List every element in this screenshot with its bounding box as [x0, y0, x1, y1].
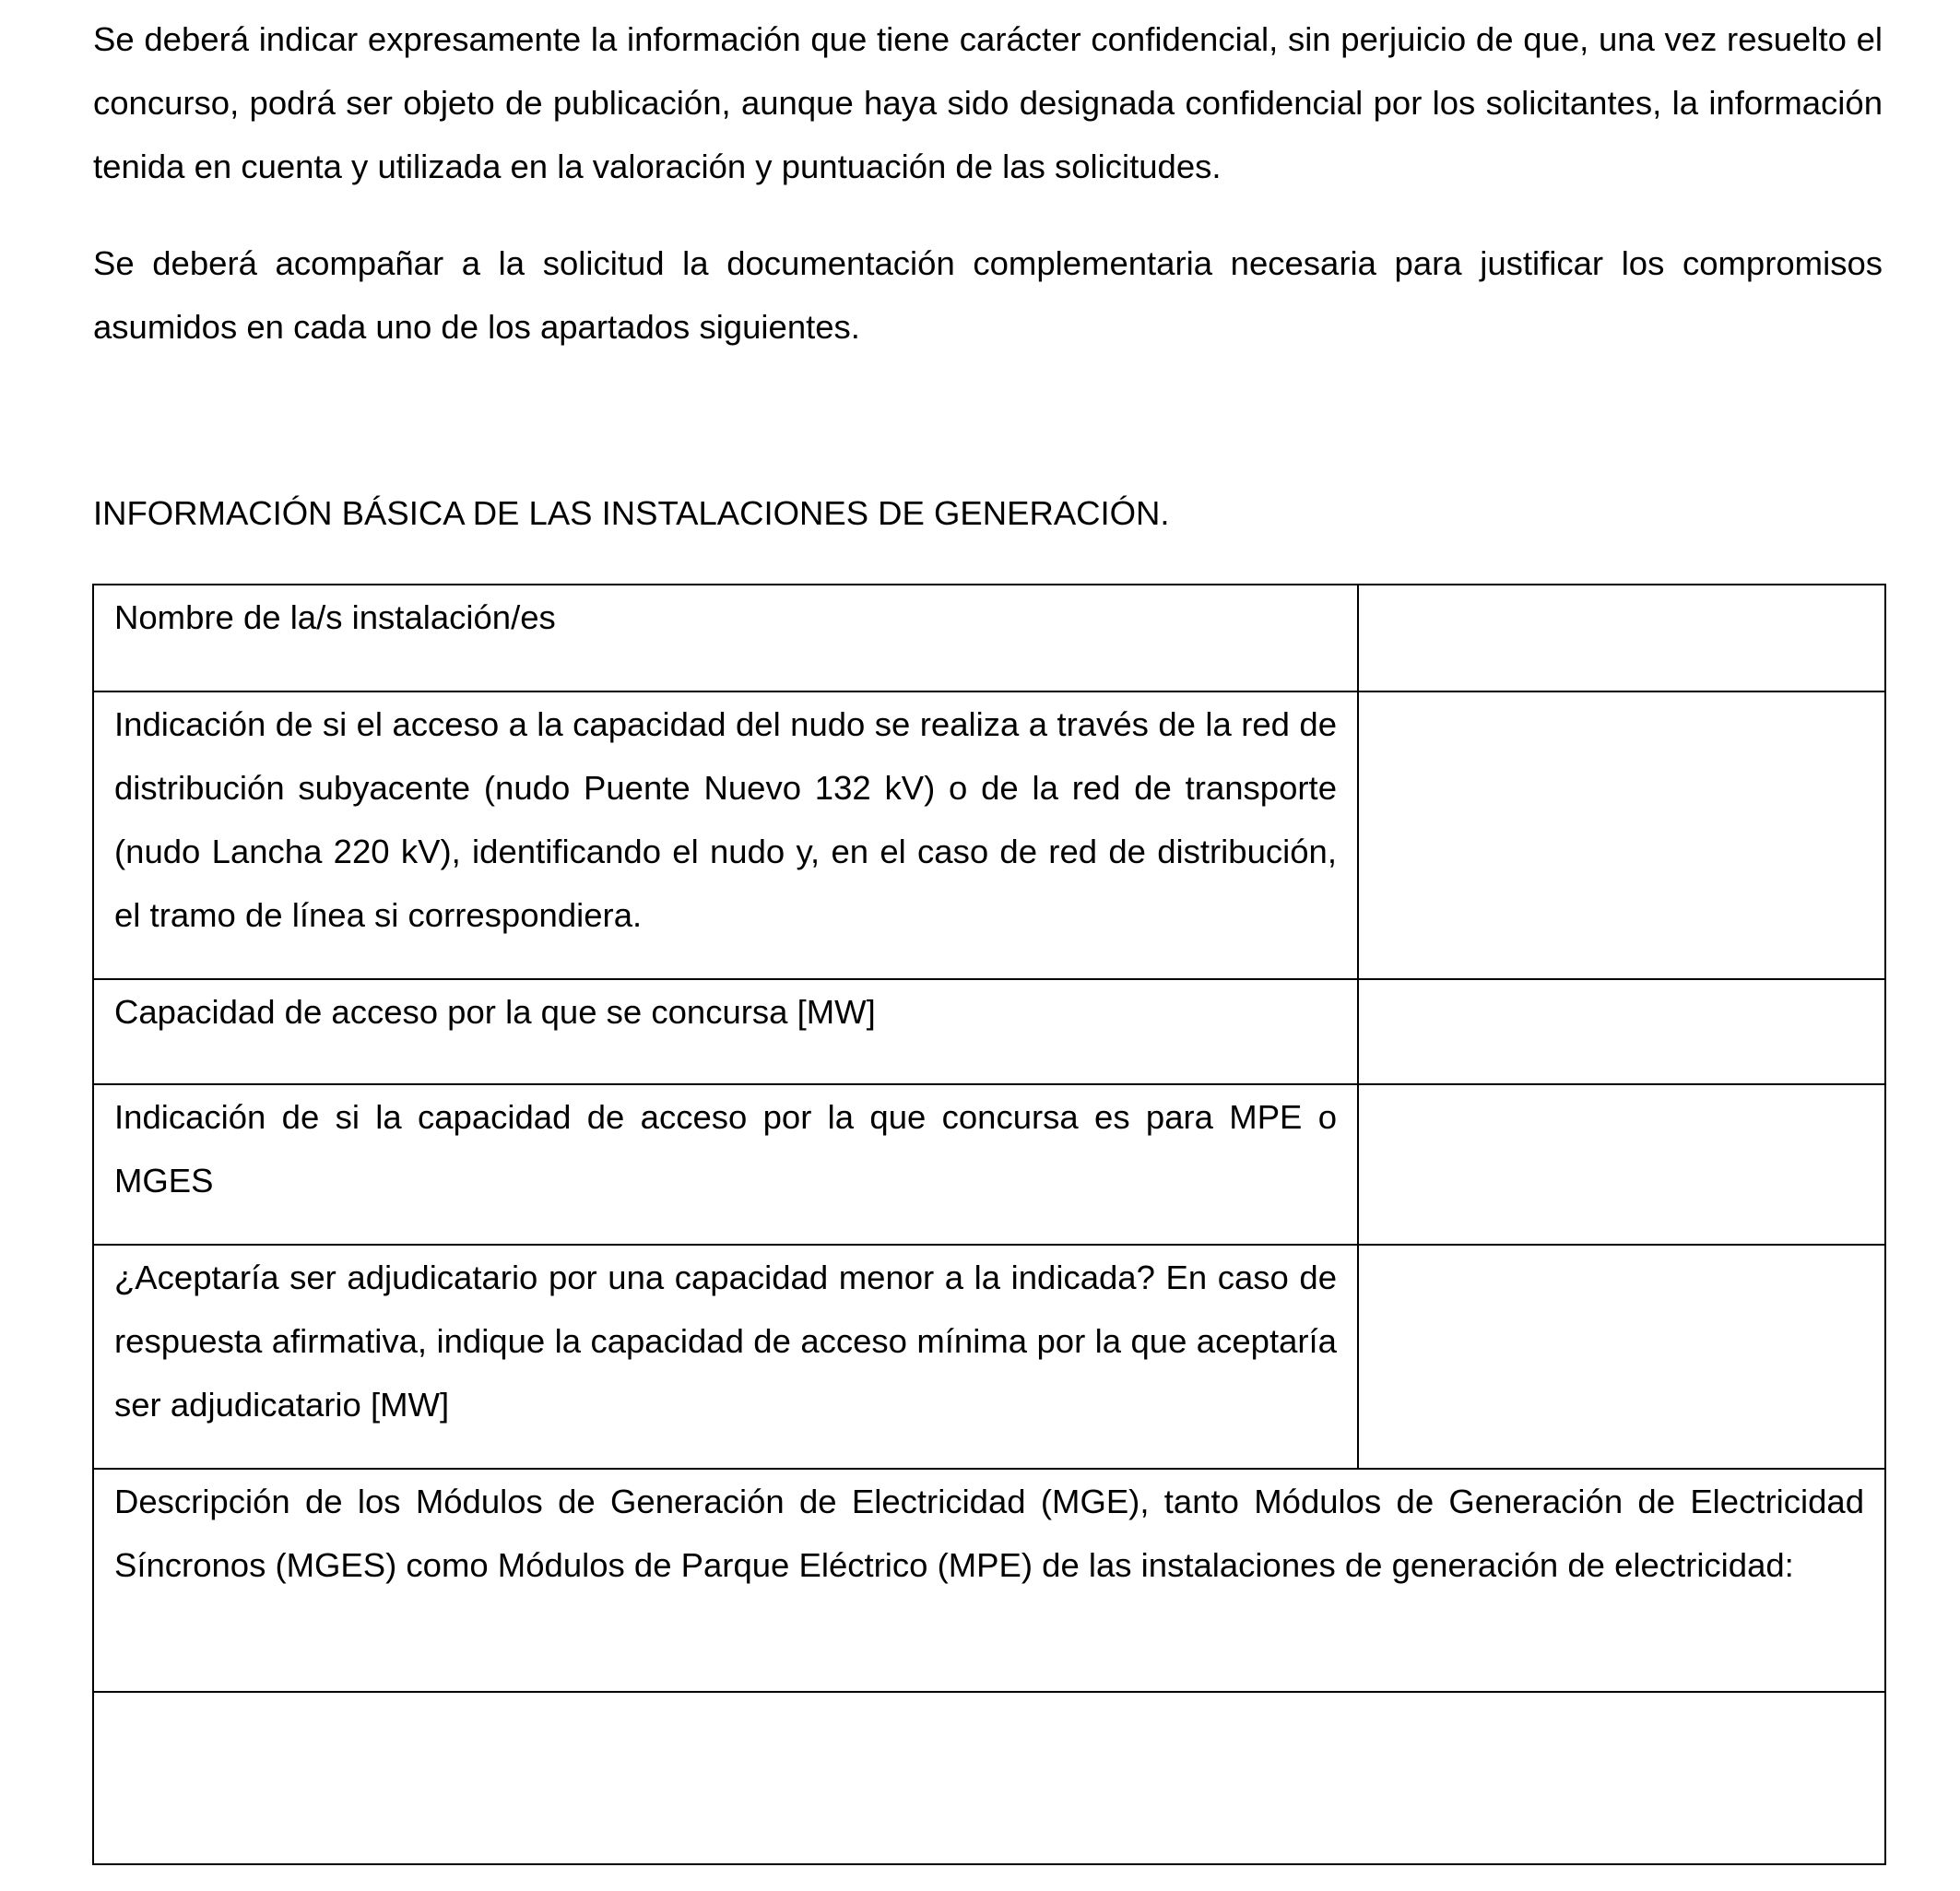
module-description-label: Descripción de los Módulos de Generación de Electricidad (MGE), tanto Módulos de Generación de Electricidad Síncronos (MGES) como Módulos de Parque Eléctrico (MPE) de las instalaciones de generación de electricidad:	[93, 1469, 1885, 1692]
table-row	[93, 1245, 1885, 1469]
confidentiality-paragraph: Se deberá indicar expresamente la información que tiene carácter confidencial, sin perjuicio de que, una vez resuelto el concurso, podrá ser objeto de publicación, aunque haya sido designada confidencial por los solicitantes, la información tenida en cuenta y utilizada en la valoración y puntuación de las solicitudes.	[93, 20, 1883, 185]
installation-name-field[interactable]	[1358, 585, 1885, 691]
module-type-field[interactable]	[1358, 1084, 1885, 1245]
table-row	[93, 1084, 1885, 1245]
installation-info-table	[92, 584, 1886, 1865]
minimum-capacity-field[interactable]	[1358, 1245, 1885, 1469]
table-row	[93, 1469, 1885, 1692]
section-heading: INFORMACIÓN BÁSICA DE LAS INSTALACIONES DE GENERACIÓN.	[93, 494, 1170, 532]
access-node-field[interactable]	[1358, 691, 1885, 979]
table-row	[93, 1692, 1885, 1864]
table-row	[93, 691, 1885, 979]
access-capacity-field[interactable]	[1358, 979, 1885, 1084]
access-node-label: Indicación de si el acceso a la capacidad del nudo se realiza a través de la red de distribución subyacente (nudo Puente Nuevo 132 kV) o de la red de transporte (nudo Lancha 220 kV), identificando el nudo y, en el caso de red de distribución, el tramo de línea si correspondiera.	[93, 691, 1358, 979]
module-type-label: Indicación de si la capacidad de acceso por la que concursa es para MPE o MGES	[93, 1084, 1358, 1245]
table-row	[93, 585, 1885, 691]
documentation-paragraph: Se deberá acompañar a la solicitud la documentación complementaria necesaria para justificar los compromisos asumidos en cada uno de los apartados siguientes.	[93, 244, 1883, 346]
installation-name-label: Nombre de la/s instalación/es	[93, 585, 1358, 691]
minimum-capacity-label: ¿Aceptaría ser adjudicatario por una capacidad menor a la indicada? En caso de respuesta afirmativa, indique la capacidad de acceso mínima por la que aceptaría ser adjudicatario [MW]	[93, 1245, 1358, 1469]
module-description-field[interactable]	[93, 1692, 1885, 1864]
access-capacity-label: Capacidad de acceso por la que se concursa [MW]	[93, 979, 1358, 1084]
table-row	[93, 979, 1885, 1084]
